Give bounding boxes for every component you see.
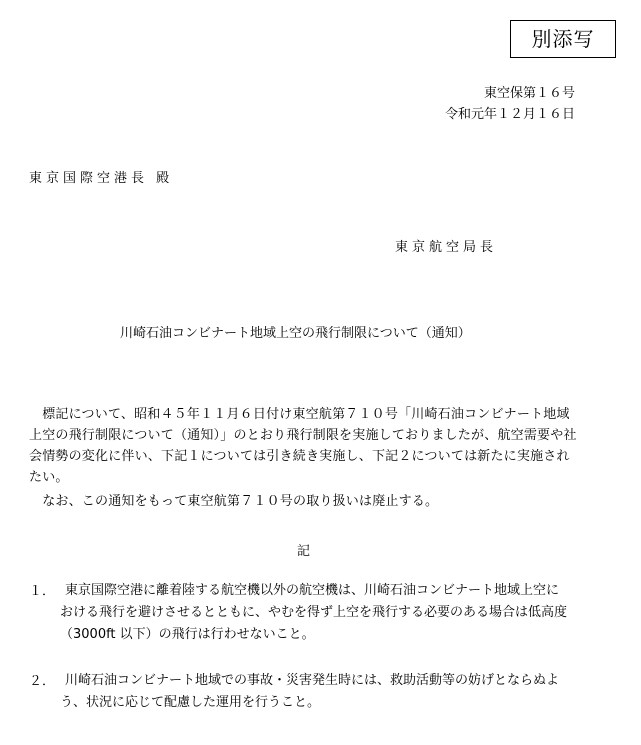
document-date: 令和元年１２月１６日 (444, 107, 575, 122)
document-title: 川崎石油コンビナート地域上空の飛行制限について（通知） (120, 326, 471, 341)
item-text (52, 670, 588, 714)
item-line: 川崎石油コンビナート地域での事故・災害発生時には、救助活動等の妨げとならぬよ (52, 673, 560, 688)
recipient: 東京国際空港長 殿 (29, 171, 174, 186)
document-number: 東空保第１６号 (483, 86, 575, 101)
body-line: 標記について、昭和４５年１１月６日付け東空航第７１０号「川崎石油コンビナート地域 (29, 407, 570, 422)
item-line: 東京国際空港に離着陸する航空機以外の航空機は、川崎石油コンビナート地域上空に (52, 583, 560, 598)
body-paragraph-2 (29, 491, 589, 512)
body-line: 会情勢の変化に伴い、下記１については引き続き実施し、下記２については新たに実施され (29, 449, 570, 464)
sender: 東京航空局長 (395, 240, 498, 255)
item-text (52, 580, 588, 646)
item-line: う、状況に応じて配慮した運用を行うこと。 (60, 695, 321, 710)
copy-stamp: 別添写 (510, 20, 616, 58)
item-line: （3000ft 以下）の飛行は行わせないこと。 (60, 627, 315, 642)
body-line: たい。 (29, 470, 69, 485)
body-line: 上空の飛行制限について（通知）」のとおり飛行制限を実施しておりましたが、航空需要や社 (29, 428, 577, 443)
body-line: なお、この通知をもって東空航第７１０号の取り扱いは廃止する。 (29, 494, 439, 509)
body-paragraph-1 (29, 404, 589, 488)
item-number: １． (29, 584, 56, 599)
item-line: おける飛行を避けさせるとともに、やむを得ず上空を飛行する必要のある場合は低高度 (60, 605, 568, 620)
item-number: ２． (29, 674, 56, 689)
ki-heading: 記 (297, 544, 311, 559)
